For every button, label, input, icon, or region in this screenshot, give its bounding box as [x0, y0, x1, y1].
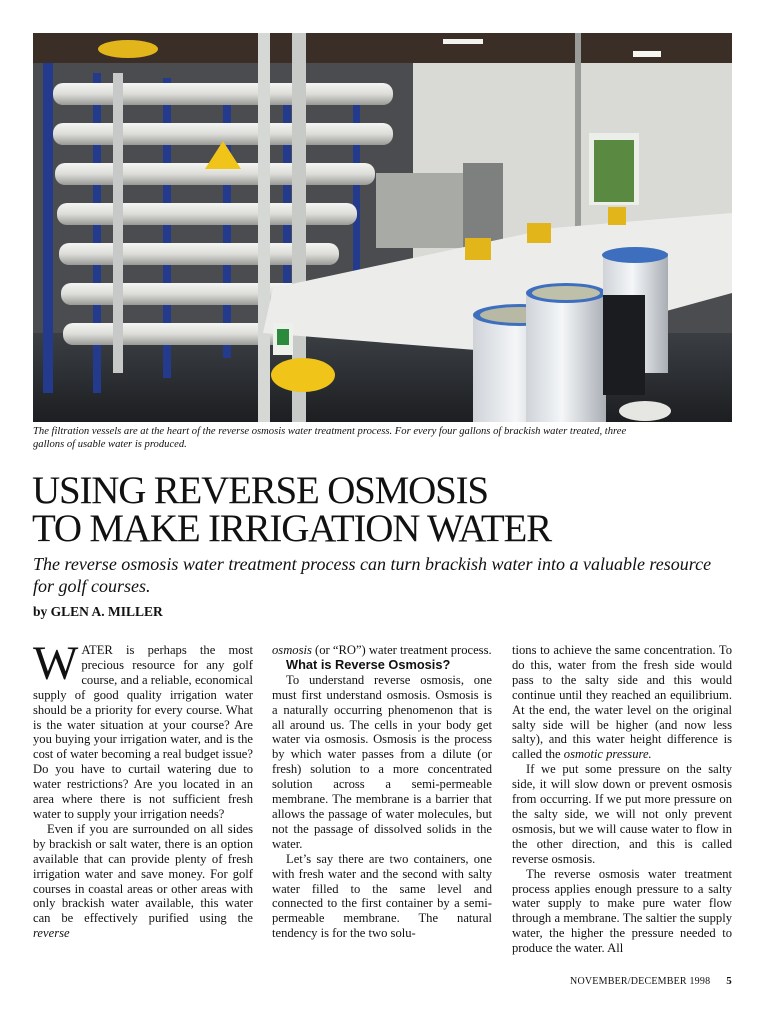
paragraph	[33, 822, 253, 941]
paragraph	[512, 643, 732, 762]
emphasis-text: reverse	[33, 926, 70, 941]
issue-date: NOVEMBER/DECEMBER 1998	[570, 976, 711, 987]
paragraph: To understand reverse osmosis, one must first understand osmosis. Osmosis is a naturally occurring phenomenon that is all around us. The cells in your body get water via osmosis. Osmosis is the process by which water passes from a dilute (or fresh) solution to a more concentrated solution across a semi-permeable membrane. The membrane is a barrier that allows the passage of water molecules, but not the passage of dissolved solids in the water.	[272, 672, 492, 851]
filtration-vessels-illustration	[33, 33, 732, 422]
column-3	[512, 643, 732, 956]
paragraph: Let’s say there are two containers, one with fresh water and the second with salty water filled to the same level and connected to the first container by a semi-permeable membrane. The natural tendency is for the two solu-	[272, 851, 492, 941]
article-headline	[32, 469, 752, 550]
paragraph-text: Even if you are surrounded on all sides by brackish or salt water, there is an option available that can provide plenty of fresh irrigation water and save money. For golf courses in coastal areas or other areas with only brackish water available, this water can be effectively purified using the	[33, 821, 253, 926]
photo-caption: The filtration vessels are at the heart of the reverse osmosis water treatment process. For every four gallons of brackish water treated, three gallons of usable water is produced.	[33, 426, 627, 450]
paragraph: The reverse osmosis water treatment process applies enough pressure to a salty water supply to make pure water flow through a membrane. The saltier the supply water, the higher the pressure needed to produce the water. All	[512, 866, 732, 956]
paragraph-text: tions to achieve the same concentration. To do this, water from the fresh side would pass to the salty side and this would continue until they reached an equilibrium. At the end, the water level on the original salty side will be higher (and now less salty), and this water height difference is called the	[512, 643, 732, 762]
paragraph-text: ATER is perhaps the most precious resource for any golf course, and a reliable, economical supply of good quality irrigation water should be a priority for every course. What is the water situation at your course? Are you buying your irrigation water, and is the cost of water becoming a real budget issue? Do you have to curtail watering due to water restrictions? Are you located in an area where there is not sufficient fresh water to supply your irrigation needs?	[33, 643, 253, 821]
paragraph	[33, 637, 253, 822]
byline: by GLEN A. MILLER	[33, 604, 163, 619]
paragraph: If we put some pressure on the salty side, it will slow down or prevent osmosis from occurring. If we put more pressure on the salty side, we will not only prevent osmosis, but we will cause water to flow in the other direction, and this is called reverse osmosis.	[512, 762, 732, 866]
paragraph	[272, 643, 492, 658]
headline-line-2: TO MAKE IRRIGATION WATER	[32, 507, 551, 550]
column-2	[272, 643, 492, 941]
emphasis-text: osmotic pressure.	[563, 747, 652, 762]
section-subhead: What is Reverse Osmosis?	[286, 656, 451, 672]
page-footer	[570, 975, 732, 987]
paragraph-text: (or “RO”) water treatment process.	[315, 643, 492, 657]
article-deck: The reverse osmosis water treatment process can turn brackish water into a valuable resource for golf courses.	[33, 554, 712, 596]
emphasis-text: osmosis	[272, 643, 312, 657]
reverse-osmosis-photo	[33, 33, 732, 422]
headline-line-1: USING REVERSE OSMOSIS	[32, 469, 488, 512]
page-number: 5	[726, 975, 732, 987]
column-1	[33, 637, 253, 941]
drop-cap: W	[33, 637, 79, 690]
